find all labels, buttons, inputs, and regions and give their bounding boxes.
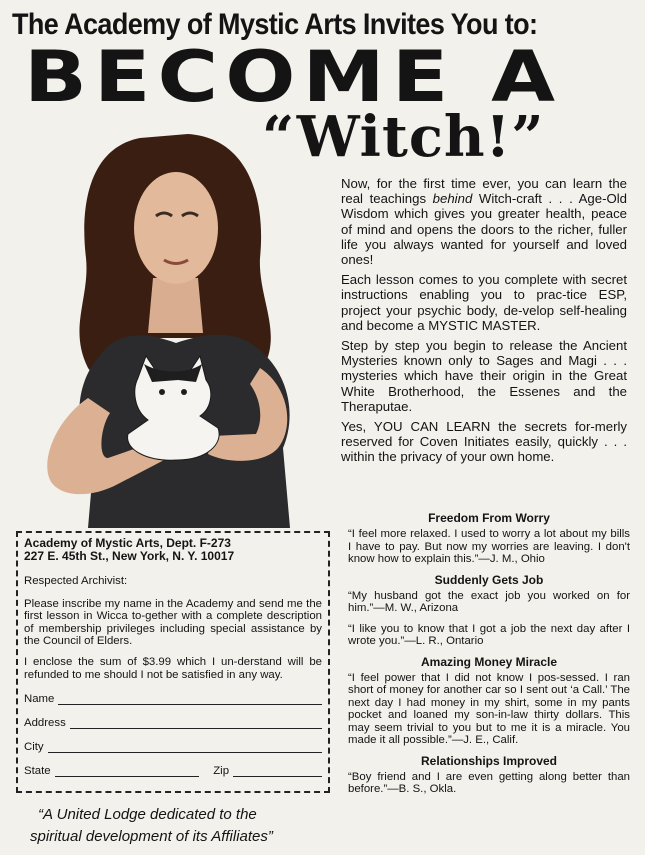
name-line[interactable] bbox=[58, 692, 322, 705]
testimonial-heading-relationships: Relationships Improved bbox=[420, 753, 558, 768]
body-paragraph-2: Each lesson comes to you complete with secret instructions enabling you to prac-tice ESP, project your psychic body, de-velop self-healing and become a MYSTIC MASTER. bbox=[341, 272, 627, 333]
testimonial-heading-worry: Freedom From Worry bbox=[428, 511, 550, 525]
address-line[interactable] bbox=[70, 716, 322, 729]
testimonials bbox=[348, 512, 630, 804]
zip-label: Zip bbox=[213, 764, 230, 777]
testimonial-heading-money: Amazing Money Miracle bbox=[420, 654, 558, 669]
state-label: State bbox=[24, 764, 51, 777]
headline: The Academy of Mystic Arts Invites You to: bbox=[12, 8, 538, 41]
body-paragraph-1: Now, for the first time ever, you can learn the real teachings behind Witch-craft . . . Age-Old Wisdom which gives you greater health, peace of mind and opens the doors to the richer, fuller life you always wanted for yourself and loved ones! bbox=[341, 176, 627, 268]
testimonial-quote: “My husband got the exact job you worked on for him.”—M. W., Arizona bbox=[348, 590, 630, 615]
state-line[interactable] bbox=[55, 764, 200, 777]
testimonial-quote: “Boy friend and I are even getting along better than before.”—B. S., Okla. bbox=[348, 770, 630, 796]
address-label: Address bbox=[24, 716, 66, 729]
coupon-enclosure: I enclose the sum of $3.99 which I un-derstand will be refunded to me should I not be satisfied in any way. bbox=[24, 655, 322, 681]
testimonial-quote: “I like you to know that I got a job the next day after I wrote you.”—L. R., Ontario bbox=[348, 622, 630, 648]
coupon-address: Academy of Mystic Arts, Dept. F-273 227 E. 45th St., New York, N. Y. 10017 bbox=[24, 536, 235, 563]
testimonial-quote: “I feel power that I did not know I pos-sessed. I ran short of money for another car so I sent out ‘a Call.’ The next day I had money in my shirt, some in my pants pocket and loaned my son-in-law thirty dollars. This may seem trivial to you but to me it is a miracle. You made it all possible.”—J. E., Calif. bbox=[348, 672, 630, 747]
address-field[interactable] bbox=[24, 715, 322, 729]
name-field[interactable] bbox=[24, 691, 322, 705]
body-paragraph-4: Yes, YOU CAN LEARN the secrets for-merly reserved for Coven Initiates easily, quickly . . . within the privacy of your own home. bbox=[341, 419, 627, 465]
zip-line[interactable] bbox=[233, 764, 322, 777]
motto: “A United Lodge dedicated to the spiritual development of its Affiliates” bbox=[30, 806, 273, 845]
name-label: Name bbox=[24, 692, 55, 705]
coupon-request: Please inscribe my name in the Academy and send me the first lesson in Wicca to-gether with a complete description of membership privileges including special assistance by the Council of Elders. bbox=[24, 597, 322, 648]
coupon-salutation: Respected Archivist: bbox=[24, 575, 128, 587]
city-line[interactable] bbox=[48, 740, 322, 753]
city-label: City bbox=[24, 740, 44, 753]
body-paragraph-3: Step by step you begin to release the Ancient Mysteries known only to Sages and Magi . . . mysteries which have their origin in the Great White Brotherhood, the Essenes and the Theraputae. bbox=[341, 338, 627, 414]
testimonial-heading-job: Suddenly Gets Job bbox=[434, 572, 544, 587]
city-field[interactable] bbox=[24, 739, 322, 753]
state-zip-field[interactable] bbox=[24, 763, 322, 777]
testimonial-quote: “I feel more relaxed. I used to worry a lot about my bills I have to pay. But now my worries are leaving. I don't know how to explain this.”—J. M., Ohio bbox=[348, 528, 630, 566]
woman-holding-cat-photo bbox=[28, 128, 328, 528]
body-copy bbox=[341, 176, 627, 470]
witch-heading: “Witch!” bbox=[262, 104, 545, 170]
order-coupon[interactable] bbox=[16, 531, 330, 793]
become-heading: BECOME A bbox=[24, 36, 563, 118]
